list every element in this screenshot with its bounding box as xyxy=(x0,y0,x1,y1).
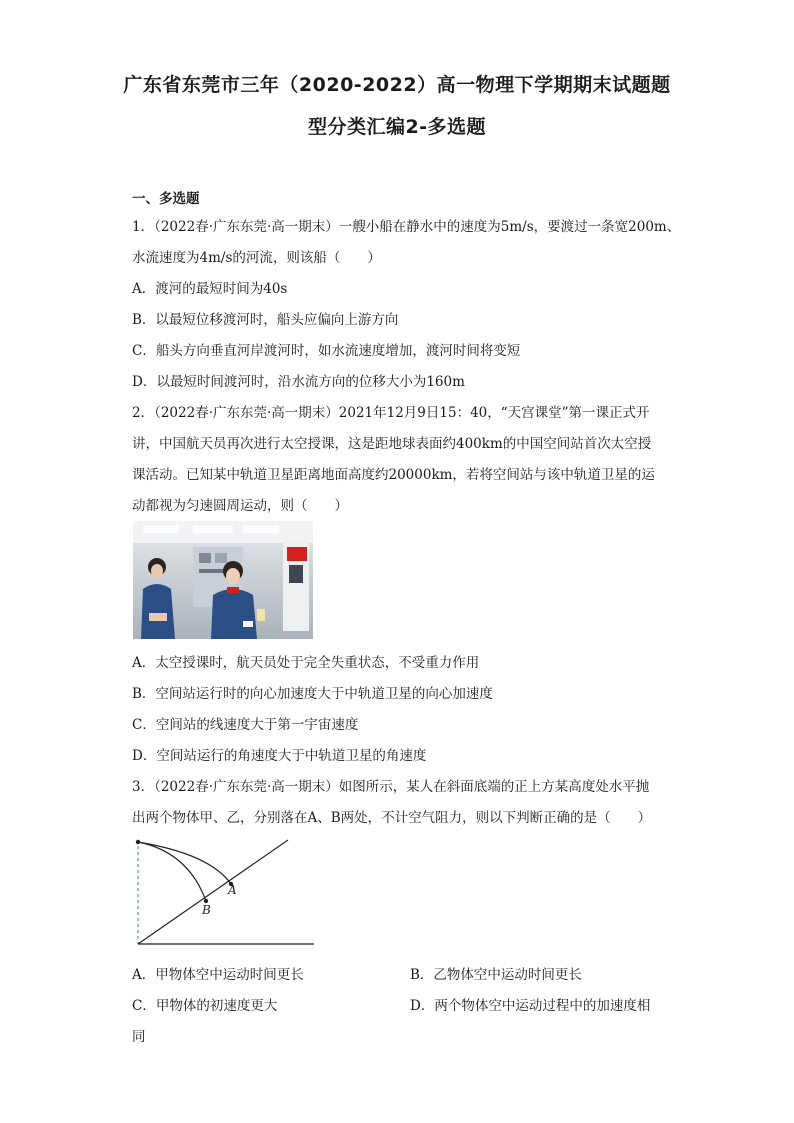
q1-stem-line-1: 1．（2022春·广东东莞·高一期末）一艘小船在静水中的速度为5m/s，要渡过一条宽200m、 xyxy=(132,219,681,235)
q3-option-c: C．甲物体的初速度更大 xyxy=(132,998,278,1014)
q2-option-c: C．空间站的线速度大于第一宇宙速度 xyxy=(132,717,359,733)
space-lesson-photo xyxy=(133,521,313,639)
flag-icon xyxy=(287,547,307,561)
trajectory-b xyxy=(138,842,206,901)
q2-stem-line-1: 2．（2022春·广东东莞·高一期末）2021年12月9日15：40，“天宫课堂”第一课正式开 xyxy=(132,405,650,421)
q1-option-c: C．船头方向垂直河岸渡河时，如水流速度增加，渡河时间将变短 xyxy=(132,343,521,359)
q2-option-d: D．空间站运行的角速度大于中轨道卫星的角速度 xyxy=(132,748,427,764)
label-a: A xyxy=(228,883,237,897)
q3-stem-line-1: 3．（2022春·广东东莞·高一期末）如图所示，某人在斜面底端的正上方某高度处水平抛 xyxy=(132,779,650,795)
document-title-line-2: 型分类汇编2-多选题 xyxy=(307,116,487,138)
q1-stem-line-2: 水流速度为4m/s的河流，则该船（ ） xyxy=(132,250,381,266)
q2-stem-line-2: 讲，中国航天员再次进行太空授课，这是距地球表面约400km的中国空间站首次太空授 xyxy=(132,436,652,452)
q1-option-a: A．渡河的最短时间为40s xyxy=(132,281,288,297)
incline-line xyxy=(138,840,288,944)
q2-stem-line-4: 动都视为匀速圆周运动，则（ ） xyxy=(132,498,348,514)
launch-point xyxy=(136,840,140,844)
section-heading: 一、多选题 xyxy=(132,191,200,207)
q3-option-d: D．两个物体空中运动过程中的加速度相 xyxy=(410,998,651,1014)
trajectory-a xyxy=(138,842,231,884)
q2-option-b: B．空间站运行时的向心加速度大于中轨道卫星的向心加速度 xyxy=(132,686,493,702)
q3-option-d-continued: 同 xyxy=(132,1029,146,1045)
q3-option-b: B．乙物体空中运动时间更长 xyxy=(410,967,582,983)
q3-option-a: A．甲物体空中运动时间更长 xyxy=(132,967,304,983)
q2-stem-line-3: 课活动。已知某中轨道卫星距离地面高度约20000km，若将空间站与该中轨道卫星的运 xyxy=(132,467,655,483)
q3-stem-line-2: 出两个物体甲、乙，分别落在A、B两处，不计空气阻力，则以下判断正确的是（ ） xyxy=(132,810,652,826)
q2-option-a: A．太空授课时，航天员处于完全失重状态，不受重力作用 xyxy=(132,655,480,671)
q1-option-d: D．以最短时间渡河时，沿水流方向的位移大小为160m xyxy=(132,374,465,390)
projectile-diagram xyxy=(128,832,328,952)
q1-option-b: B．以最短位移渡河时，船头应偏向上游方向 xyxy=(132,312,399,328)
document-title-line-1: 广东省东莞市三年（2020-2022）高一物理下学期期末试题题 xyxy=(123,74,671,96)
label-b: B xyxy=(202,903,211,917)
